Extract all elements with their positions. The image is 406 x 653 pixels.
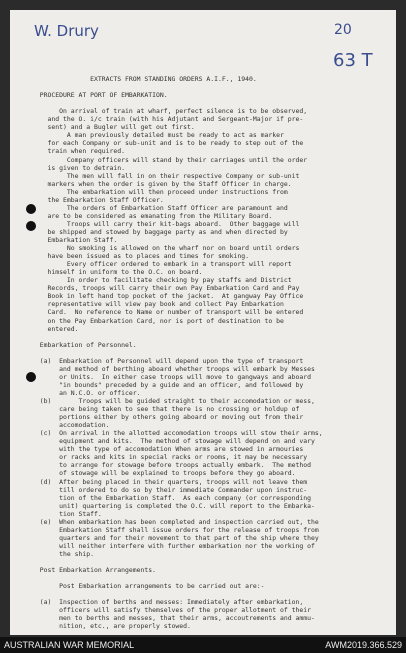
handwritten-page-number: 20 [334,22,352,38]
text-line: (a) Inspection of berths and messes: Immediately after embarkation, [32,598,304,607]
text-line: Records, troops will carry their own Pay Embarkation Card and Pay [32,284,300,293]
text-line: tion of the Embarkation Staff. As each company (or corresponding [32,493,312,502]
text-line: EXTRACTS FROM STANDING ORDERS A.I.F., 1940. [32,75,257,83]
text-line: PROCEDURE AT PORT OF EMBARKATION. [32,91,168,100]
text-line: No smoking is allowed on the wharf nor on board until orders [32,244,300,253]
text-line: for each Company or sub-unit and is to be ready to step out of the [32,139,304,148]
text-line: of stowage will be explained to troops before they go aboard. [32,469,296,478]
text-line: (a) Embarkation of Personnel will depend upon the type of transport [32,356,304,365]
text-line: markers when the order is given by the Staff Officer in charge. [32,179,292,188]
handwritten-name: W. Drury [34,22,99,40]
text-line: an N.C.O. or officer. [32,388,141,397]
text-line: men to berths and messes, that their arms, accoutrements and ammu- [32,614,315,623]
text-line: "in bounds" preceded by a guide and an officer, and followed by [32,380,304,389]
text-line: be shipped and stowed by baggage party as and when directed by [32,227,288,236]
text-line: Every officer ordered to embark in a transport will report [32,260,292,269]
footer-institution: AUSTRALIAN WAR MEMORIAL [4,640,135,650]
text-line: or racks and kits in special racks or rooms, it may be necessary [32,453,308,462]
text-line: Embarkation of Personnel. [32,340,137,349]
text-line: Troops will carry their kit-bags aboard. Other baggage will [32,219,300,228]
text-line: nition, etc., are properly stowed. [32,622,191,631]
text-line: In order to facilitate checking by pay staffs and District [32,276,292,285]
text-line: Book in left hand top pocket of the jacket. At gangway Pay Office [32,292,304,301]
text-line: officers will satisfy themselves of the proper allotment of their [32,606,312,615]
document-page [10,10,396,635]
text-line: tion Staff. [32,509,102,518]
text-line: Card. No reference to Name or number of transport will be entered [32,308,304,317]
text-line: equipment and kits. The method of stowage will depend on and vary [32,437,315,446]
text-line: accomodation. [32,421,110,430]
text-line: (b) Troops will be guided straight to their accomodation or mess, [32,397,315,405]
text-line: (d) After being placed in their quarters, troops will not leave them [32,477,308,486]
text-line: and method of berthing aboard whether troops will embark by Messes [32,364,315,373]
text-line: On arrival of train at wharf, perfect silence is to be observed, [32,107,308,116]
text-line: will neither interfere with further embarkation nor the working of [32,541,315,550]
text-line: have been issued as to places and times for smoking. [32,252,250,261]
text-line: The men will fall in on their respective Company or sub-unit [32,171,300,180]
handwritten-reference: 63 T [333,50,373,71]
text-line: quarters and for their movement to that part of the ship where they [32,533,319,542]
text-line: are to be considered as emanating from the Military Board. [32,211,273,220]
text-line: The embarkation will then proceed under instructions from [32,187,288,196]
text-line: sent) and a Bugler will get out first. [32,123,195,132]
text-line: A man previously detailed must be ready to act as marker [32,131,284,140]
text-line: Post Embarkation Arrangements. [32,566,157,575]
text-line: the Embarkation Staff Officer. [32,195,164,204]
text-line: on the Pay Embarkation Card, nor is port of destination to be [32,316,284,325]
text-line: unit) quartering is completed the O.C. will report to the Embarka- [32,501,315,510]
text-line: Post Embarkation arrangements to be carried out are:- [32,582,265,591]
text-line: the ship. [32,549,95,558]
text-line: Embarkation Staff shall issue orders for the release of troops from [32,525,319,534]
text-line: and the O. i/c train (with his Adjutant and Sergeant-Major if pre- [32,115,304,124]
text-line: Company officers will stand by their carriages until the order [32,155,308,164]
text-line: himself in uniform to the O.C. on board. [32,268,203,277]
text-line: or Units. In either case troops will move to gangways and aboard [32,372,312,381]
text-line: with the type of accomodation When arms are stowed in armouries [32,445,304,454]
text-line: is given to detrain. [32,163,126,172]
text-line: The orders of Embarkation Staff Officer are paramount and [32,203,288,212]
footer-accession-number: AWM2019.366.529 [325,640,402,650]
text-line: Embarkation Staff. [32,236,118,244]
text-line: till ordered to do so by their immediate Commander upon instruc- [32,485,308,494]
text-line: (c) On arrival in the allotted accomodation troops will stow their arms, [32,429,323,438]
text-line: care being taken to see that there is no crossing or holdup of [32,405,300,414]
text-line: (e) When embarkation has been completed and inspection carried out, the [32,517,319,526]
text-line: train when required. [32,147,126,156]
text-line: representative will view pay book and collect Pay Embarkation [32,300,284,309]
text-line: to arrange for stowage before troops actually embark. The method [32,461,312,470]
archive-footer [0,637,406,653]
text-line: portions either by others going aboard or moving out from their [32,413,304,422]
text-line: entered. [32,324,79,333]
